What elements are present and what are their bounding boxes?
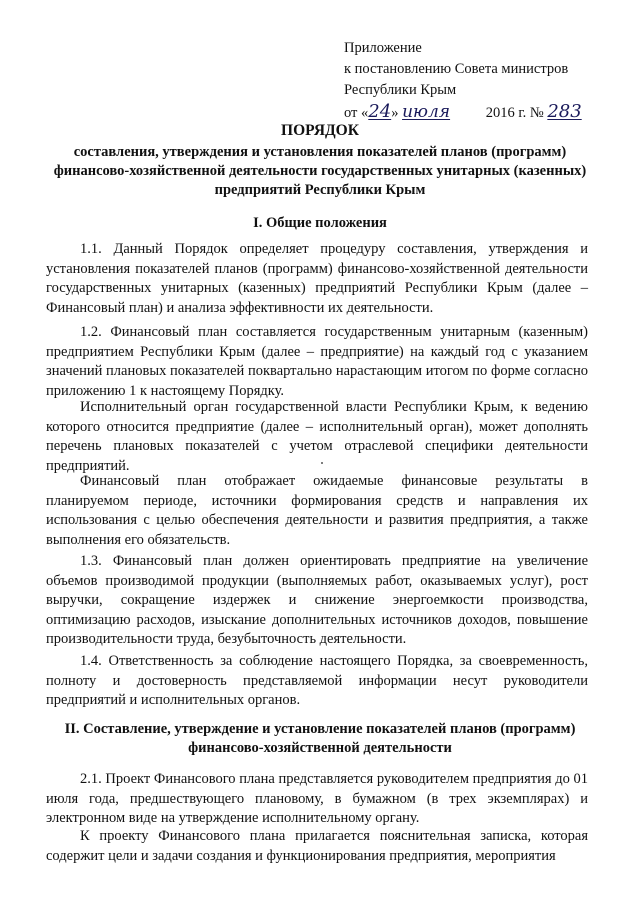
document-title: ПОРЯДОК bbox=[281, 122, 359, 139]
handwritten-month: июля bbox=[402, 102, 451, 122]
handwritten-number: 283 bbox=[547, 101, 582, 122]
paragraph: 1.1. Данный Порядок определяет процедуру составления, утверждения и установления показателей планов (программ) финансово-хозяйственной деятельности государственных унитарных (казенных) предприятий Республики Крым (далее – Финансовый план) и анализа эффективности их деятельности. bbox=[46, 241, 588, 316]
appendix-date-line bbox=[344, 101, 582, 124]
appendix-block bbox=[344, 38, 582, 124]
date-prefix: от « bbox=[344, 105, 369, 121]
document-subtitle: составления, утверждения и установления показателей планов (программ) финансово-хозяйственной деятельности государственных унитарных (казенных) предприятий Республики Крым bbox=[53, 144, 587, 198]
scan-speck bbox=[321, 462, 323, 464]
appendix-line: Республики Крым bbox=[344, 82, 457, 98]
paragraph: 1.3. Финансовый план должен ориентировать предприятие на увеличение объемов производимой продукции (выполняемых работ, оказываемых услуг), рост выручки, сокращение издержек и снижение энергоемкости производства, оптимизацию расходов, изыскание дополнительных источников доходов, повышение производительности труда, безубыточность деятельности. bbox=[46, 553, 588, 647]
paragraph: Исполнительный орган государственной власти Республики Крым, к ведению которого относится предприятие (далее – исполнительный орган), может дополнять перечень плановых показателей с учетом отраслевой специфики деятельности предприятий. bbox=[46, 399, 588, 474]
appendix-line: Приложение bbox=[344, 40, 422, 56]
handwritten-day: 24 bbox=[368, 101, 392, 122]
paragraph: Финансовый план отображает ожидаемые финансовые результаты в планируемом периоде, источники формирования средств и направления их использования с целью обеспечения деятельности и развития предприятия, а также выполнения его обязательств. bbox=[46, 473, 588, 548]
date-mid: » bbox=[391, 105, 399, 121]
appendix-line: к постановлению Совета министров bbox=[344, 61, 569, 77]
paragraph: К проекту Финансового плана прилагается пояснительная записка, которая содержит цели и задачи создания и функционирования предприятия, мероприятия bbox=[46, 828, 588, 864]
paragraph: 2.1. Проект Финансового плана представляется руководителем предприятия до 01 июля года, предшествующего плановому, в бумажном (в трех экземплярах) и электронном виде на утверждение исполнительному органу. bbox=[46, 771, 588, 826]
section-heading: II. Составление, утверждение и установление показателей планов (программ) финансово-хозяйственной деятельности bbox=[64, 721, 576, 756]
section-heading: I. Общие положения bbox=[253, 215, 387, 231]
date-year: 2016 г. № bbox=[485, 105, 544, 121]
paragraph: 1.4. Ответственность за соблюдение настоящего Порядка, за своевременность, полноту и достоверность представляемой информации несут руководители предприятий и исполнительных органов. bbox=[46, 653, 588, 708]
paragraph: 1.2. Финансовый план составляется государственным унитарным (казенным) предприятием Республики Крым (далее – предприятие) на каждый год с указанием значений плановых показателей поквартально нарастающим итогом по форме согласно приложению 1 к настоящему Порядку. bbox=[46, 324, 588, 399]
